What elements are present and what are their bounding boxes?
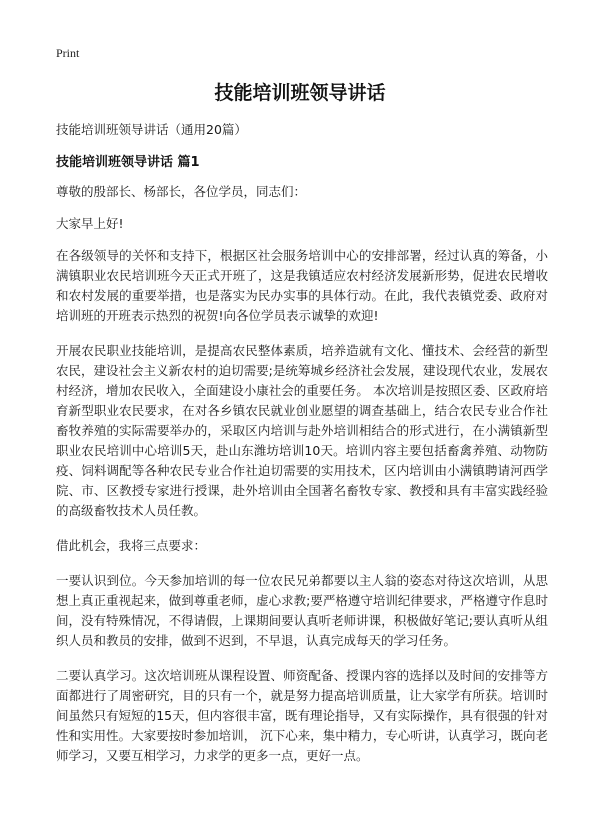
greeting-paragraph: 大家早上好! <box>56 216 124 231</box>
print-link[interactable]: Print <box>56 46 80 60</box>
body-paragraph: 在各级领导的关怀和支持下，根据区社会服务培训中心的安排部署，经过认真的筹备，小满镇职业农民培训班今天正式开班了，这是我镇适应农村经济发展新形势，促进农民增收和农村发展的重要举措，也是落实为民办实事的具体行动。在此，我代表镇党委、政府对培训班的开班表示热烈的祝贺!向各位学员表示诚挚的欢迎! <box>56 248 548 323</box>
body-paragraph: 借此机会，我将三点要求： <box>56 538 207 553</box>
section-heading: 技能培训班领导讲话 篇1 <box>56 155 200 170</box>
body-paragraph: 一要认识到位。今天参加培训的每一位农民兄弟都要以主人翁的姿态对待这次培训，从思想上真正重视起来，做到尊重老师，虚心求教;要严格遵守培训纪律要求，严格遵守作息时间，没有特殊情况，不得请假，上课期间要认真听老师讲课，积极做好笔记;要认真听从组织人员和教员的安排，做到不迟到，不早退，认真完成每天的学习任务。 <box>56 573 548 648</box>
body-paragraph: 开展农民职业技能培训，是提高农民整体素质，培养造就有文化、懂技术、会经营的新型农民，建设社会主义新农村的迫切需要;是统筹城乡经济社会发展，建设现代农业，发展农村经济，增加农民收入，全面建设小康社会的重要任务。 本次培训是按照区委、区政府培育新型职业农民要求，在对各乡镇农民就业创业愿望的调查基础上，结合农民专业合作社畜牧养殖的实际需要举办的，采取区内培训与赴外培训相结合的形式进行，在小满镇新型职业农民培训中心培训5天，赴山东潍坊培训10天。培训内容主要包括畜禽养殖、动物防疫、饲料调配等各种农民专业合作社迫切需要的实用技术，区内培训由小满镇聘请河西学院、市、区教授专家进行授课，赴外培训由全国著名畜牧专家、教授和具有丰富实践经验的高级畜牧技术人员任教。 <box>56 343 548 518</box>
salutation-paragraph: 尊敬的殷部长、杨部长，各位学员，同志们： <box>56 184 307 199</box>
document-body <box>56 120 548 781</box>
document-subtitle: 技能培训班领导讲话（通用20篇） <box>56 122 247 137</box>
body-paragraph: 二要认真学习。这次培训班从课程设置、师资配备、授课内容的选择以及时间的安排等方面都进行了周密研究，目的只有一个，就是努力提高培训质量，让大家学有所获。培训时间虽然只有短短的15天，但内容很丰富，既有理论指导，又有实际操作，具有很强的针对性和实用性。大家要按时参加培训， 沉下心来，集中精力，专心听讲，认真学习，既向老师学习，又要互相学习，力求学的更多一点，更好一点。 <box>56 668 548 763</box>
document-title: 技能培训班领导讲话 <box>214 82 386 104</box>
